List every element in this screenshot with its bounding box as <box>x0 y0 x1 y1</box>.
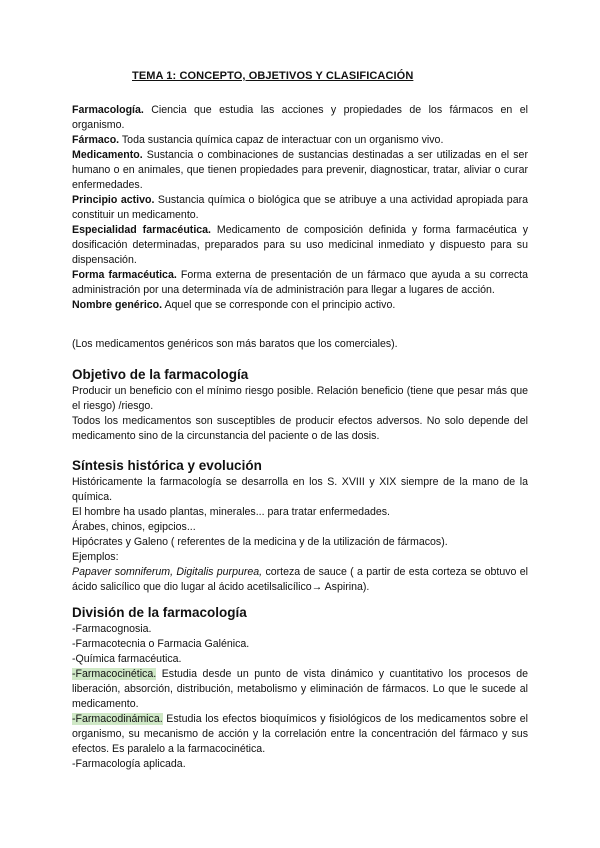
definition-nombre-generico: Nombre genérico. Aquel que se corresponde con el principio activo. <box>72 299 396 311</box>
definition-farmacologia: Farmacología. Ciencia que estudia las acciones y propiedades de los fármacos en el organismo. <box>72 104 528 131</box>
definition-especialidad: Especialidad farmacéutica. Medicamento de composición definida y forma farmacéutica y dosificación determinadas, preparados para su uso medicinal inmediato y dispuesto para su dispensación. <box>72 224 528 266</box>
section-sintesis <box>72 457 528 595</box>
paragraph: Árabes, chinos, egipcios... <box>72 521 196 533</box>
paragraph: Todos los medicamentos son susceptibles de producir efectos adversos. No solo depende del medicamento sino de la circunstancia del paciente o de las dosis. <box>72 415 528 442</box>
section-heading: Objetivo de la farmacología <box>72 367 249 382</box>
paragraph: Históricamente la farmacología se desarrolla en los S. XVIII y XIX siempre de la mano de la química. <box>72 476 528 503</box>
section-division <box>72 604 528 772</box>
list-item: -Química farmacéutica. <box>72 653 182 665</box>
highlighted-term: -Farmacodinámica. <box>72 713 163 725</box>
page-title: TEMA 1: CONCEPTO, OBJETIVOS Y CLASIFICACIÓN <box>132 70 414 82</box>
generic-note: (Los medicamentos genéricos son más baratos que los comerciales). <box>72 338 398 350</box>
paragraph: Producir un beneficio con el mínimo riesgo posible. Relación beneficio (tiene que pesar más que el riesgo) /riesgo. <box>72 385 528 412</box>
paragraph: Hipócrates y Galeno ( referentes de la medicina y de la utilización de fármacos). <box>72 536 448 548</box>
list-item: -Farmacodinámica. Estudia los efectos bioquímicos y fisiológicos de los medicamentos sobre el organismo, su mecanismo de acción y la correlación entre la concentración del fármaco y sus efectos. Es paralelo a la farmacocinética. <box>72 713 528 755</box>
list-item: -Farmacognosia. <box>72 623 152 635</box>
paragraph: El hombre ha usado plantas, minerales... para tratar enfermedades. <box>72 506 390 518</box>
examples-paragraph: Papaver somniferum, Digitalis purpurea, corteza de sauce ( a partir de esta corteza se obtuvo el ácido salicílico que dio lugar al ácido acetilsalicílico→ Aspirina). <box>72 566 528 593</box>
list-item: -Farmacotecnia o Farmacia Galénica. <box>72 638 250 650</box>
list-item: -Farmacología aplicada. <box>72 758 186 770</box>
section-heading: División de la farmacología <box>72 605 247 620</box>
section-objetivo <box>72 366 528 444</box>
section-heading: Síntesis histórica y evolución <box>72 458 262 473</box>
highlighted-term: -Farmacocinética. <box>72 668 157 680</box>
definition-medicamento: Medicamento. Sustancia o combinaciones de sustancias destinadas a ser utilizadas en el ser humano o en animales, que tienen propiedades para prevenir, diagnosticar, tratar, aliviar o curar enfermedades. <box>72 149 528 191</box>
definition-principio-activo: Principio activo. Sustancia química o biológica que se atribuye a una actividad apropiada para constituir un medicamento. <box>72 194 528 221</box>
definition-farmaco: Fármaco. Toda sustancia química capaz de interactuar con un organismo vivo. <box>72 134 444 146</box>
definition-forma-farmaceutica: Forma farmacéutica. Forma externa de presentación de un fármaco que ayuda a su correcta administración por una determinada vía de administración para llegar a lugares de acción. <box>72 269 528 296</box>
definitions-block <box>72 103 528 313</box>
list-item: -Farmacocinética. Estudia desde un punto de vista dinámico y cuantitativo los procesos de liberación, absorción, distribución, metabolismo y eliminación de fármacos. Lo que le sucede al medicamento. <box>72 668 528 710</box>
paragraph: Ejemplos: <box>72 551 119 563</box>
